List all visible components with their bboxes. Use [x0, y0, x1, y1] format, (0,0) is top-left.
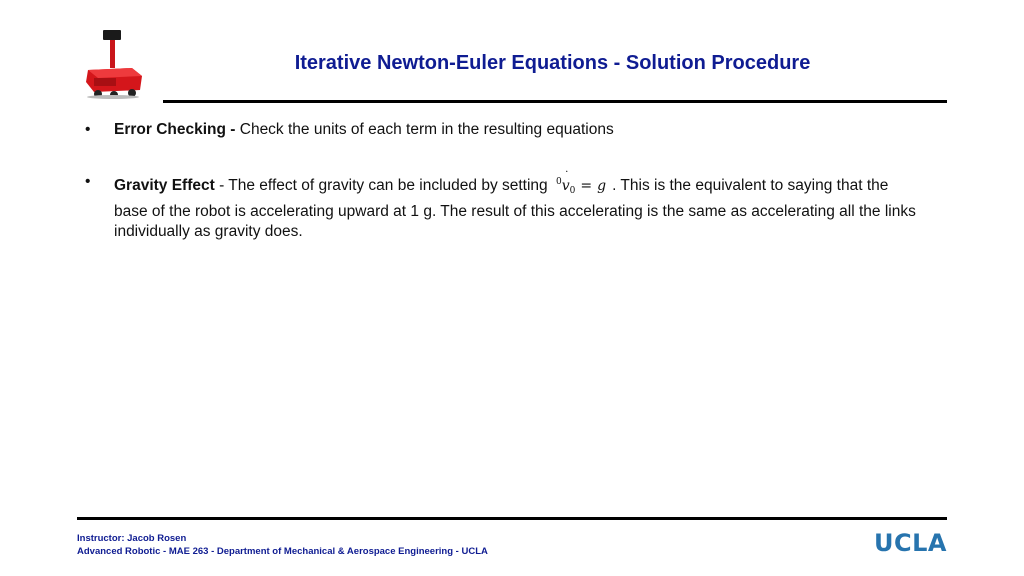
bullet-label: Gravity Effect: [114, 177, 215, 194]
equation-variable: v ˙: [562, 176, 570, 197]
bullet-text: [114, 120, 925, 141]
bullet-label: Error Checking -: [114, 121, 240, 138]
title-divider: [163, 100, 947, 103]
bullet-body: Check the units of each term in the resulting equations: [239, 121, 614, 138]
bullet-body-after: . This is the equivalent to saying that the base of the robot is accelerating upward at 1 g. The result of this accelerating is the same as accelerating all the links individually as gravity does.: [114, 177, 916, 240]
bullet-gravity-effect: [85, 172, 925, 243]
robot-logo-icon: [80, 28, 146, 100]
equation-superscript: 0: [555, 177, 562, 187]
bullet-error-checking: [85, 120, 925, 141]
footer-divider: [77, 517, 947, 520]
footer-course: Advanced Robotic - MAE 263 - Department of Mechanical & Aerospace Engineering - UCLA: [77, 546, 488, 557]
bullet-body-before: - The effect of gravity can be included by setting: [214, 177, 552, 194]
bullet-text: [114, 172, 925, 243]
footer-instructor: Instructor: Jacob Rosen: [77, 533, 187, 544]
bullet-marker: •: [85, 121, 91, 138]
equation-subscript: 0: [569, 186, 576, 196]
slide-title: Iterative Newton-Euler Equations - Solution Procedure: [294, 52, 811, 74]
bullet-marker: •: [85, 173, 91, 190]
gravity-equation: [552, 178, 612, 194]
equation-operator: =: [580, 178, 593, 194]
equation-rhs: g: [597, 178, 607, 194]
ucla-logo: UCLA: [874, 529, 947, 557]
